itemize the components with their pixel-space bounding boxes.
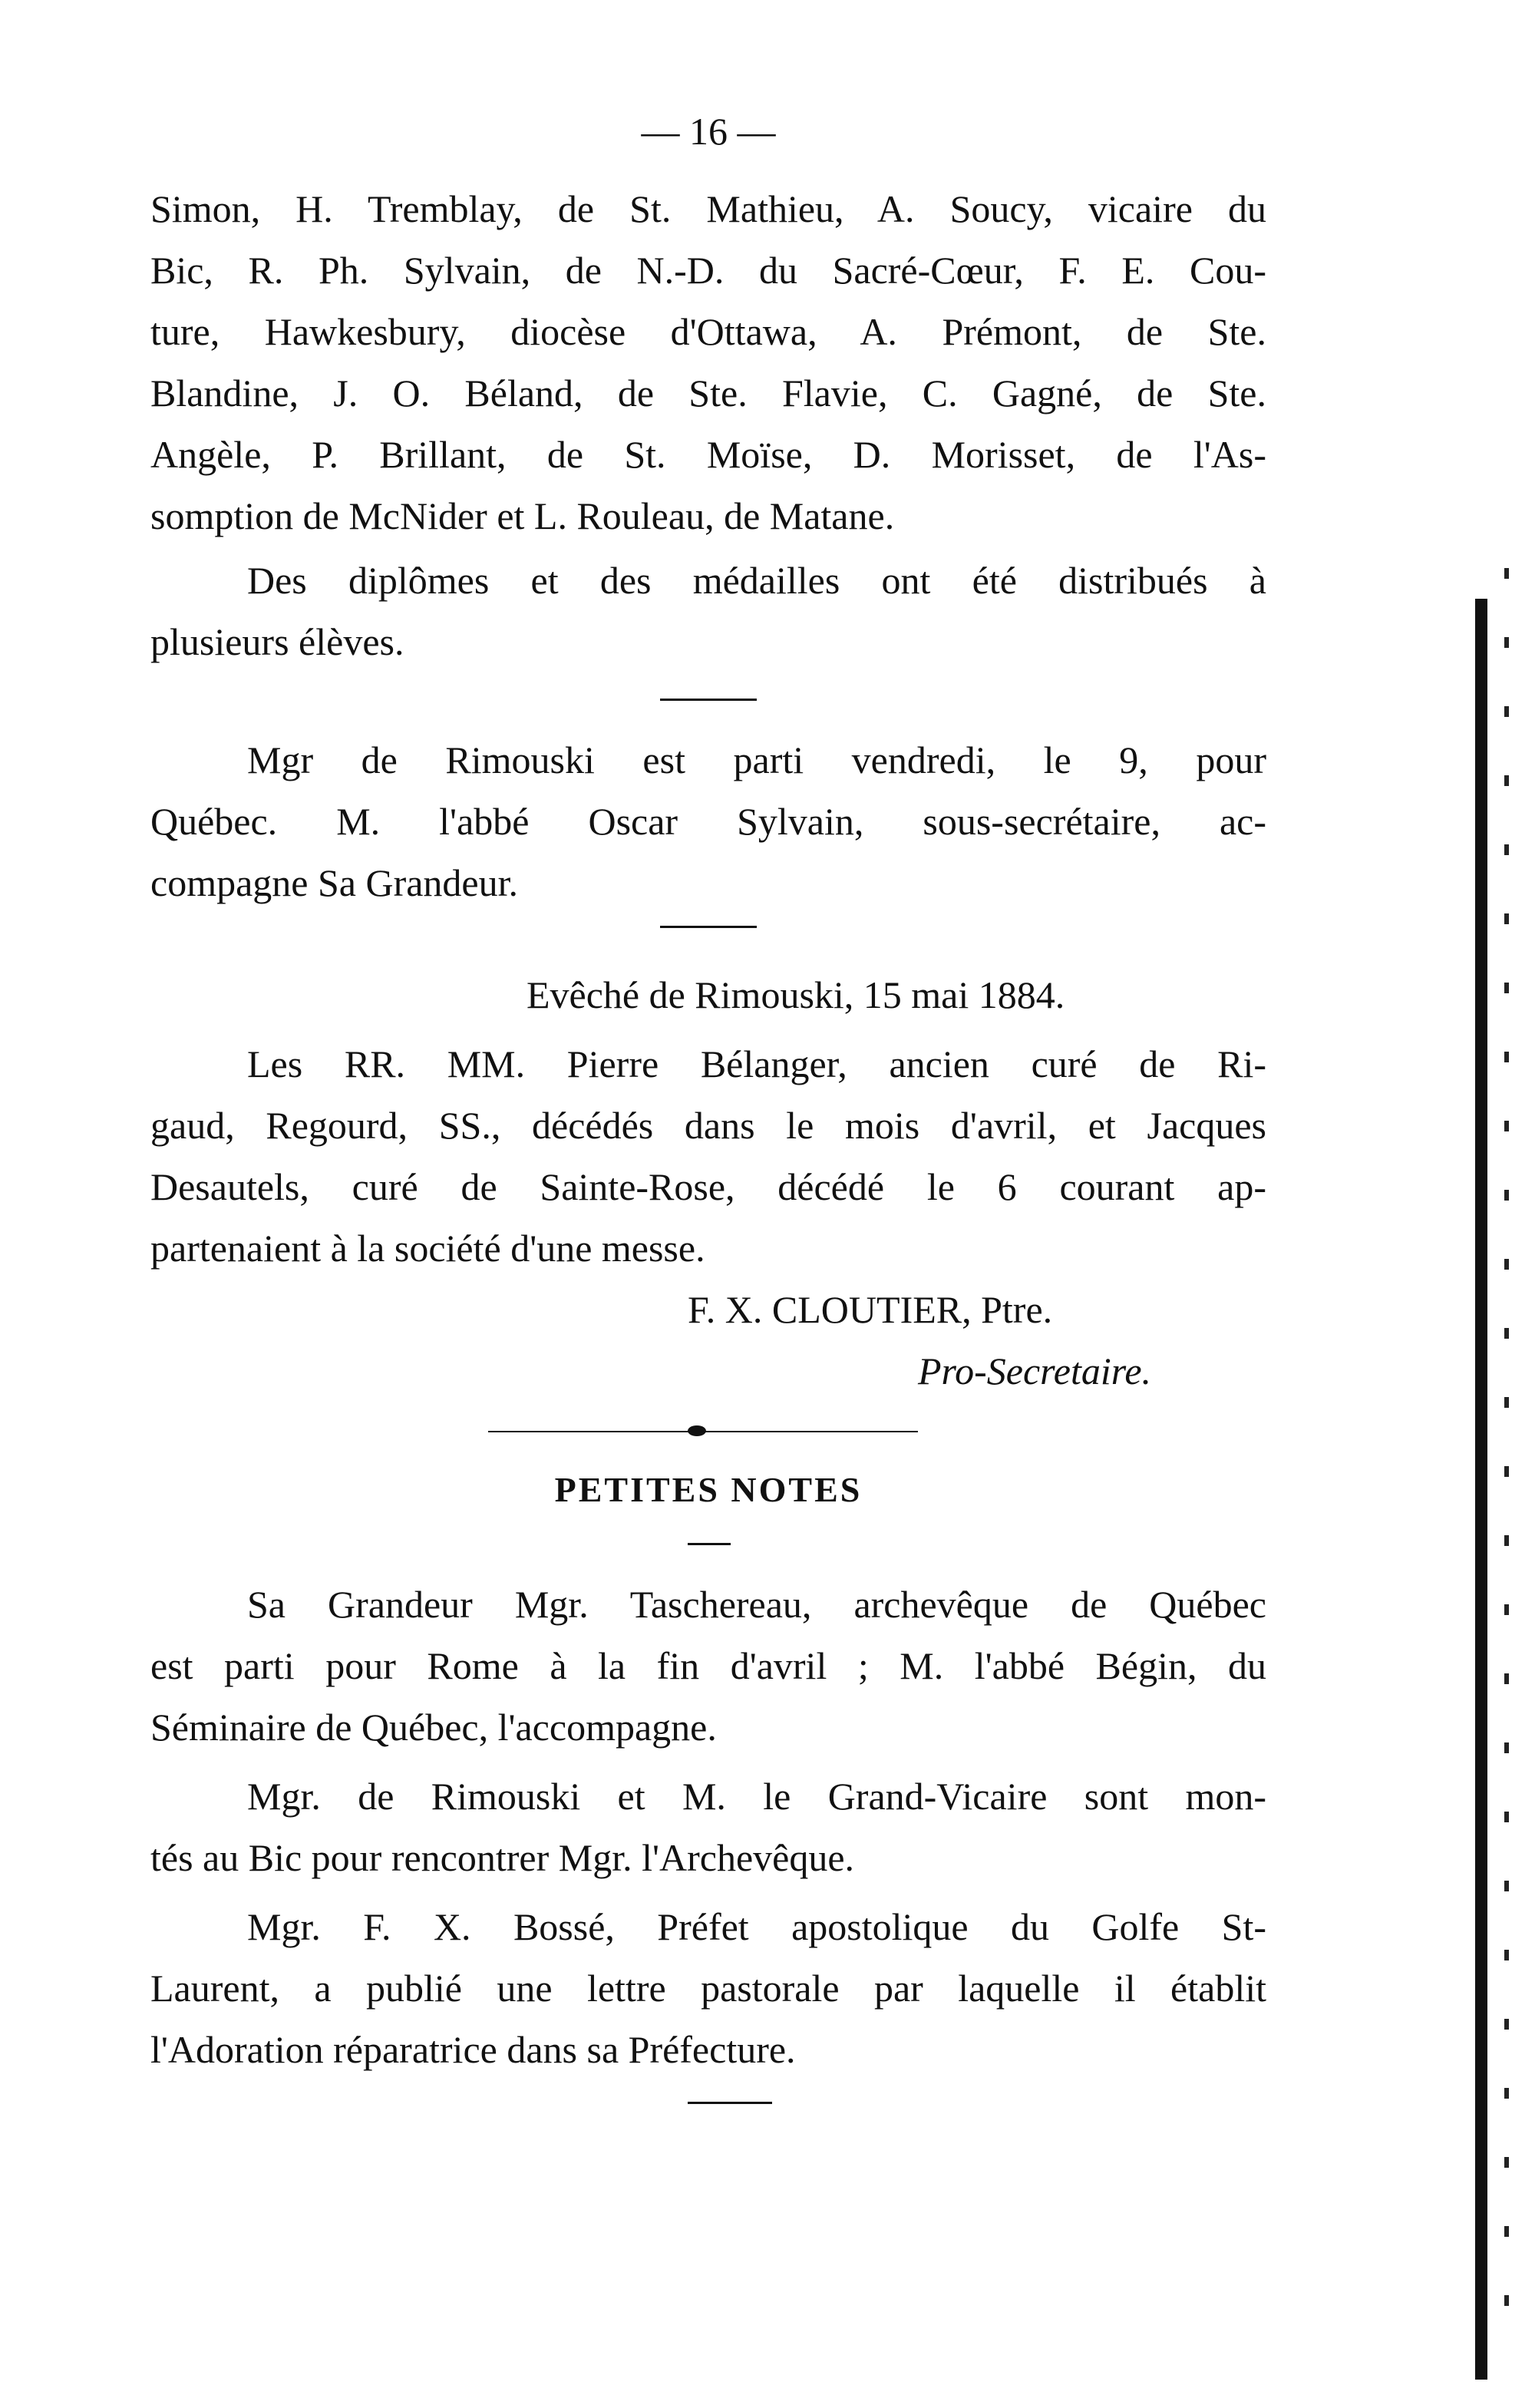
text-line: Mgr. F. X. Bossé, Préfet apostolique du Golfe St- xyxy=(247,1905,1266,1948)
text-line: Séminaire de Québec, l'accompagne. xyxy=(150,1706,717,1749)
paragraph-bosse xyxy=(150,1896,1266,2080)
text-line: partenaient à la société d'une messe. xyxy=(150,1227,705,1270)
signature-title: Pro-Secretaire. xyxy=(918,1349,1152,1392)
text-line: Angèle, P. Brillant, de St. Moïse, D. Morisset, de l'As- xyxy=(150,433,1266,476)
binding-edge-shadow xyxy=(1475,599,1487,2380)
text-line: tés au Bic pour rencontrer Mgr. l'Archevêque. xyxy=(150,1836,855,1879)
page-edge-marks xyxy=(1504,568,1509,2334)
text-line: somption de McNider et L. Rouleau, de Matane. xyxy=(150,494,895,537)
text-line: Bic, R. Ph. Sylvain, de N.-D. du Sacré-Cœur, F. E. Cou- xyxy=(150,249,1266,292)
text-line: plusieurs élèves. xyxy=(150,620,404,663)
section-heading: PETITES NOTES xyxy=(554,1470,863,1509)
text-line: Les RR. MM. Pierre Bélanger, ancien curé de Ri- xyxy=(247,1042,1266,1085)
text-line: Simon, H. Tremblay, de St. Mathieu, A. Soucy, vicaire du xyxy=(150,187,1266,230)
text-line: Mgr de Rimouski est parti vendredi, le 9, pour xyxy=(247,738,1266,781)
text-line: Des diplômes et des médailles ont été distribués à xyxy=(247,559,1266,602)
text-line: Québec. M. l'abbé Oscar Sylvain, sous-secrétaire, ac- xyxy=(150,800,1266,843)
signature-name: F. X. CLOUTIER, Ptre. xyxy=(688,1288,1053,1331)
separator-rule xyxy=(660,926,757,928)
separator-rule xyxy=(688,1543,731,1545)
text-line: l'Adoration réparatrice dans sa Préfecture. xyxy=(150,2028,796,2071)
ornament-icon xyxy=(688,1425,706,1436)
text-line: gaud, Regourd, SS., décédés dans le mois d'avril, et Jacques xyxy=(150,1104,1266,1147)
text-line: Blandine, J. O. Béland, de Ste. Flavie, C. Gagné, de Ste. xyxy=(150,372,1266,415)
text-line: Desautels, curé de Sainte-Rose, décédé le 6 courant ap- xyxy=(150,1165,1266,1208)
text-line: Sa Grandeur Mgr. Taschereau, archevêque de Québec xyxy=(247,1583,1266,1626)
dateline: Evêché de Rimouski, 15 mai 1884. xyxy=(527,973,1065,1016)
separator-rule xyxy=(660,699,757,701)
text-line: est parti pour Rome à la fin d'avril ; M. l'abbé Bégin, du xyxy=(150,1644,1266,1687)
text-line: Mgr. de Rimouski et M. le Grand-Vicaire sont mon- xyxy=(247,1775,1266,1818)
page-number: — 16 — xyxy=(641,110,776,153)
paragraph-depart xyxy=(150,729,1266,913)
text-line: ture, Hawkesbury, diocèse d'Ottawa, A. Prémont, de Ste. xyxy=(150,310,1266,353)
text-line: Laurent, a publié une lettre pastorale par laquelle il établit xyxy=(150,1967,1266,2010)
paragraph-ordinations xyxy=(150,178,1266,547)
paragraph-taschereau xyxy=(150,1574,1266,1758)
paragraph-bic xyxy=(150,1766,1266,1888)
separator-rule xyxy=(688,2102,772,2104)
paragraph-deces xyxy=(150,1033,1266,1279)
paragraph-diplomes xyxy=(150,550,1266,672)
text-line: compagne Sa Grandeur. xyxy=(150,861,519,904)
